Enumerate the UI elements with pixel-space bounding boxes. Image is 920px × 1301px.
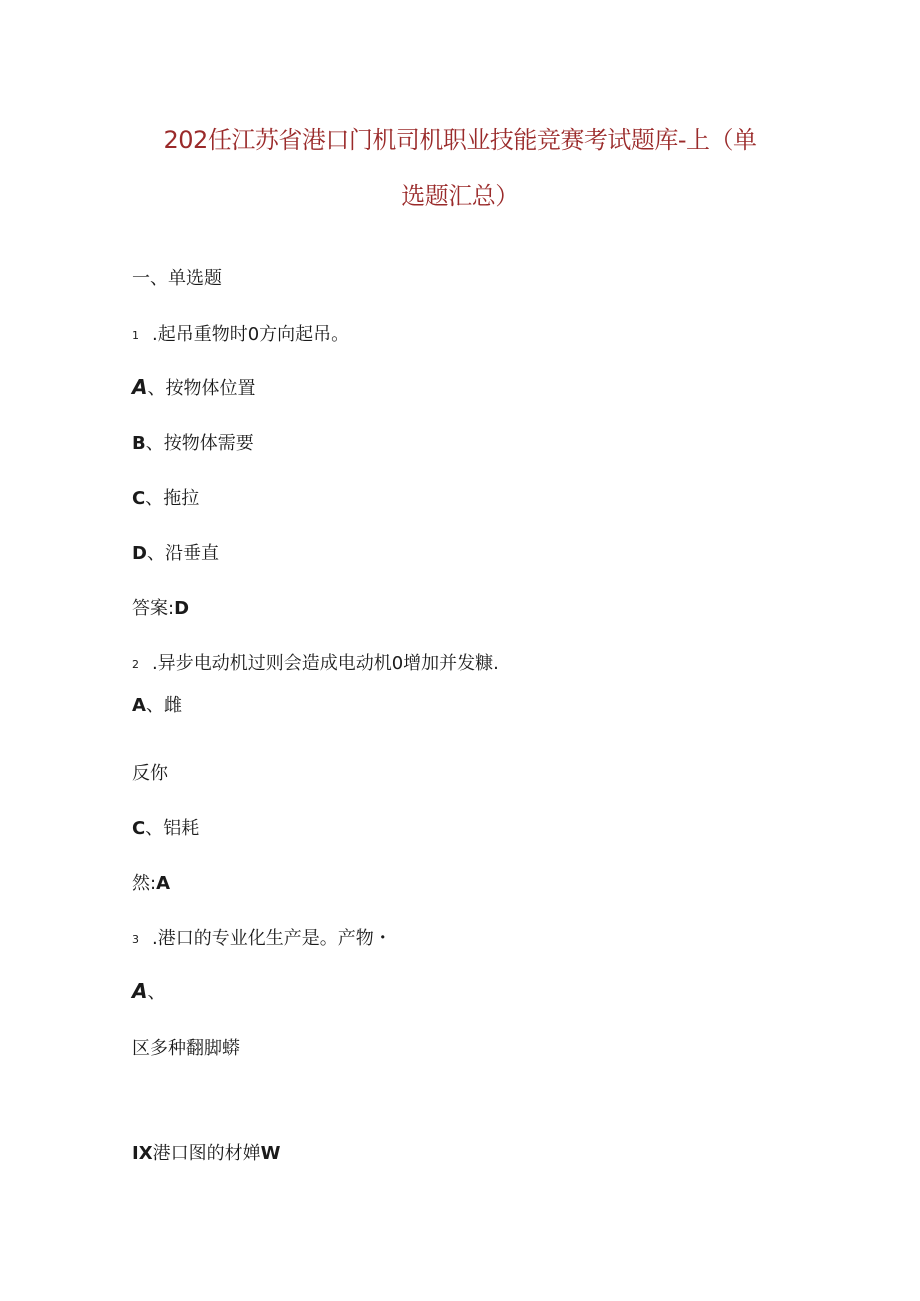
section-heading: 一、单选题 xyxy=(132,268,222,289)
answer-label: 答案: xyxy=(132,598,175,619)
option-a: A、 xyxy=(132,979,166,1003)
option-b-text: 反你 xyxy=(132,763,168,784)
question-number: 3 xyxy=(132,932,139,946)
answer-1 xyxy=(132,594,189,620)
option-a-text: 区多种翻脚蟒 xyxy=(132,1038,240,1059)
option-text: 拖拉 xyxy=(163,488,200,509)
option-key: A xyxy=(132,375,148,399)
option-text: 雌 xyxy=(163,695,182,716)
option-a: A、雌 xyxy=(132,695,182,716)
question-2 xyxy=(132,649,499,675)
option-text: 沿垂直 xyxy=(164,543,219,564)
title-line-2: 选题汇总） xyxy=(401,182,519,210)
option-a: A、按物体位置 xyxy=(132,375,256,399)
option-key: B xyxy=(132,433,146,454)
question-text: .港口的专业化生产是。产物・ xyxy=(152,928,392,949)
option-b-line: IX港口图的材婵W xyxy=(132,1143,281,1164)
answer-value: D xyxy=(174,598,190,619)
question-3 xyxy=(132,924,392,950)
answer-2 xyxy=(132,869,170,895)
question-1 xyxy=(132,320,349,346)
option-c: C、拖拉 xyxy=(132,488,200,509)
answer-label: 然: xyxy=(132,873,157,894)
option-text: 铝耗 xyxy=(163,818,200,839)
option-key: C xyxy=(132,818,146,839)
option-d: D、沿垂直 xyxy=(132,543,219,564)
question-number: 2 xyxy=(132,657,139,671)
option-b: B、按物体需要 xyxy=(132,433,254,454)
option-text: 按物体需要 xyxy=(163,433,254,454)
option-c: C、铝耗 xyxy=(132,818,200,839)
option-key: A xyxy=(132,695,146,716)
option-text: 按物体位置 xyxy=(165,378,256,399)
option-key: C xyxy=(132,488,146,509)
option-key: D xyxy=(132,543,147,564)
answer-value: A xyxy=(156,873,171,894)
question-text: .起吊重物时0方向起吊。 xyxy=(152,324,350,345)
question-text: .异步电动机过则会造成电动机0增加并发糠. xyxy=(152,653,499,674)
title-line-1: 202任江苏省港口门机司机职业技能竞赛考试题库-上（单 xyxy=(163,126,757,154)
option-key: A xyxy=(132,979,148,1003)
document-title xyxy=(120,112,800,224)
question-number: 1 xyxy=(132,328,139,342)
